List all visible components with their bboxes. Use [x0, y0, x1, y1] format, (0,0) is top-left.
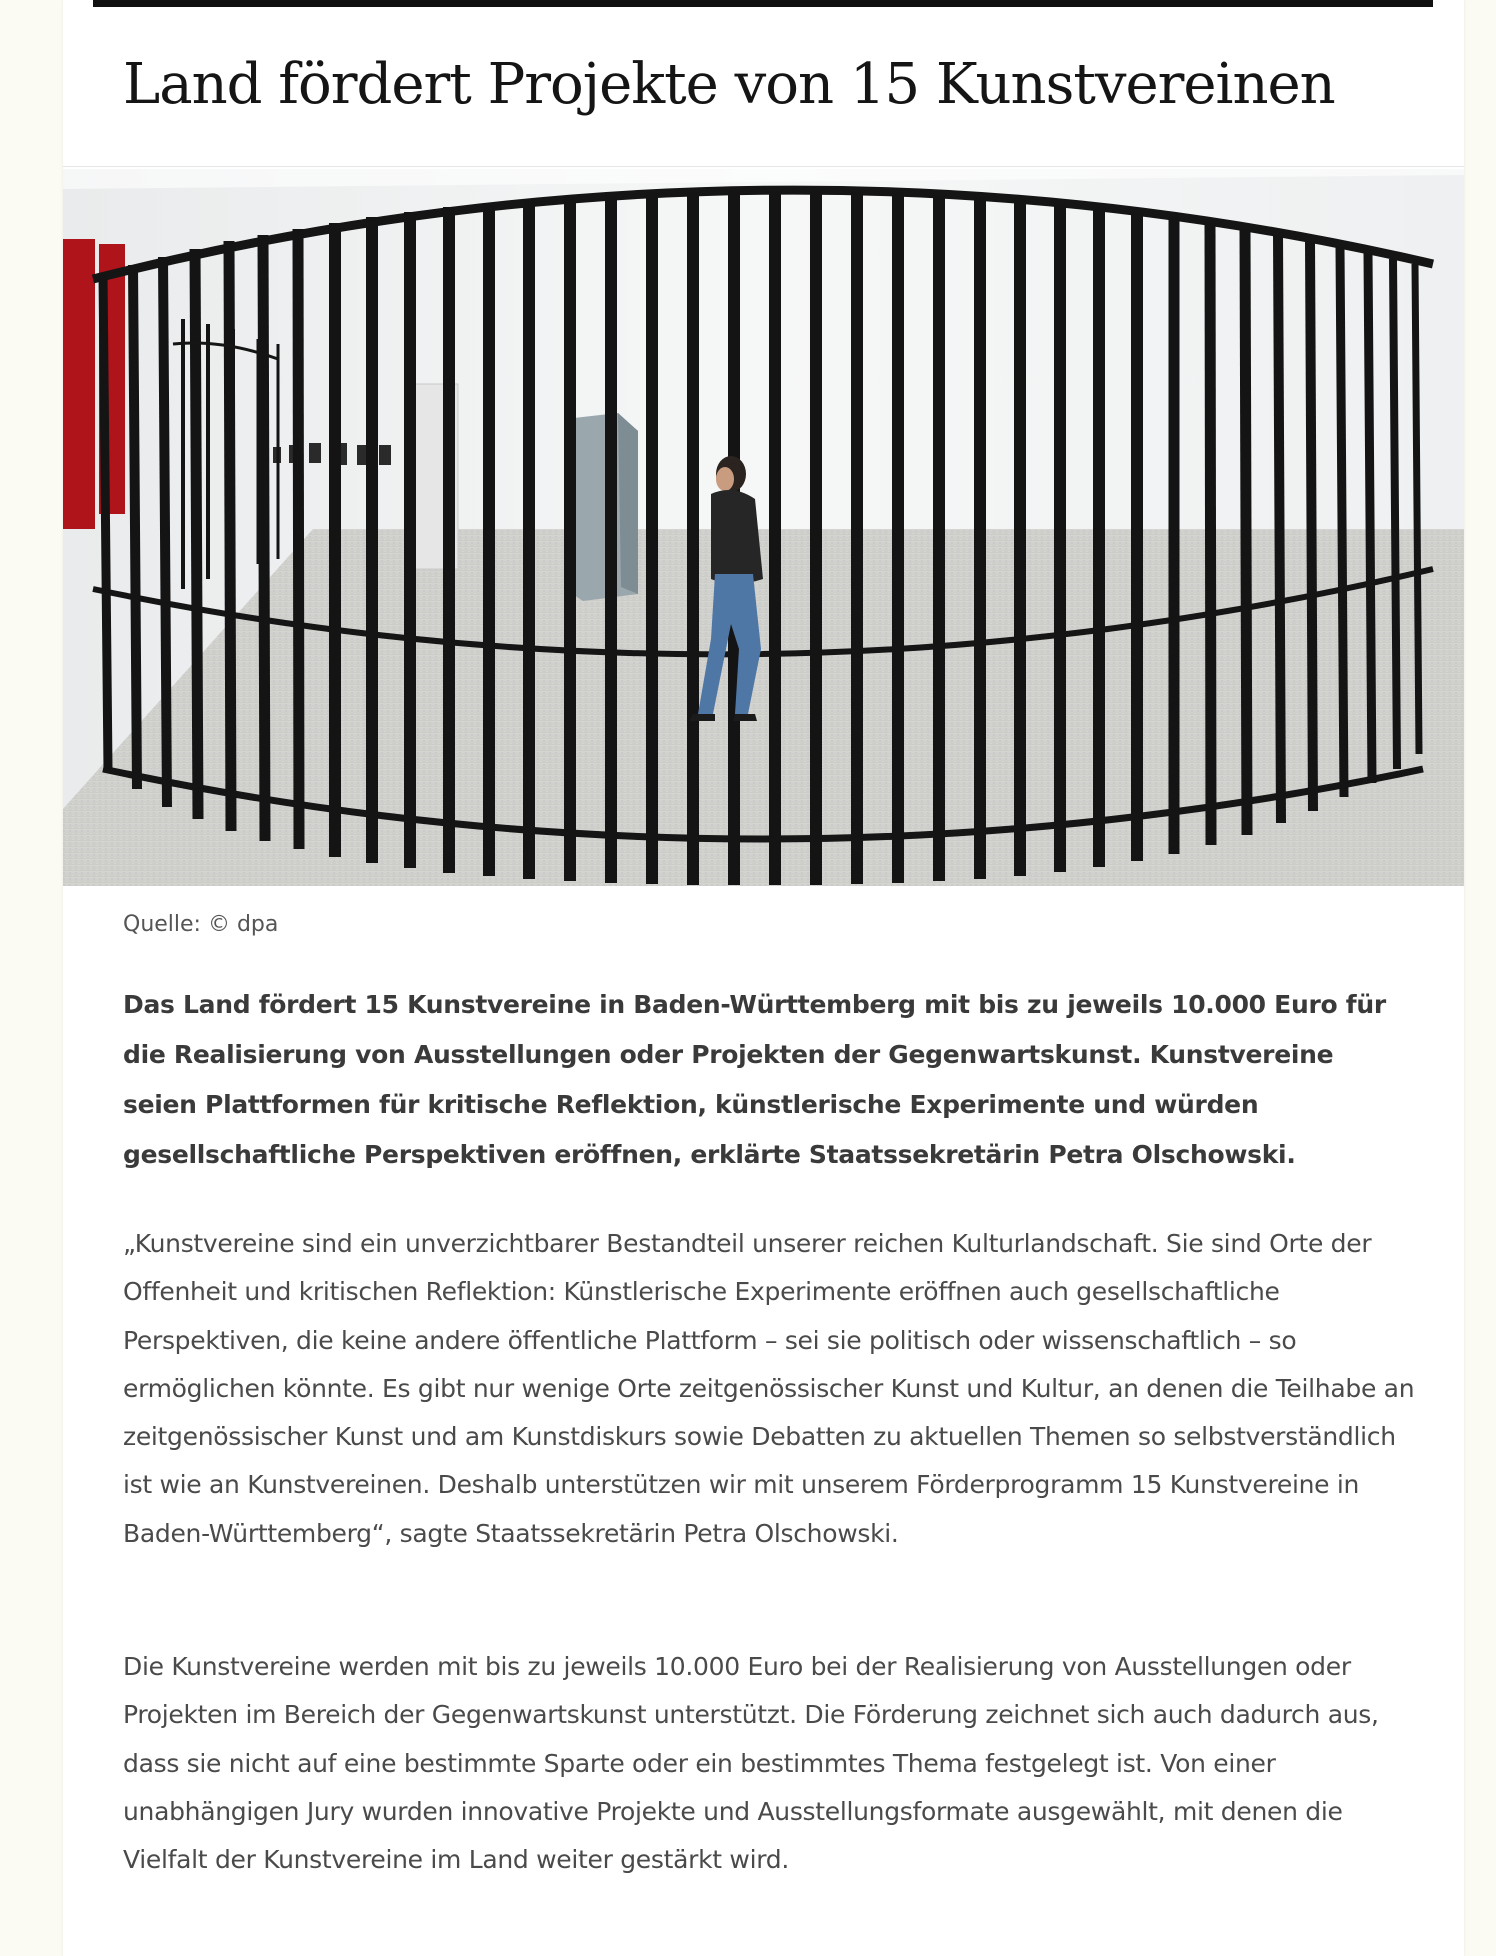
title-divider: [63, 166, 1464, 167]
article-paragraph: „Kunstvereine sind ein unverzichtbarer Bestandteil unserer reichen Kulturlandschaft. Sie sind Orte der Offenheit und kritischen Reflektion: Künstlerische Experimente eröffnen auch gesellschaftliche Perspektiven, die keine andere öffentliche Plattform – sei sie politisch oder wissenschaftlich – so ermöglichen könnte. Es gibt nur wenige Orte zeitgenössischer Kunst und Kultur, an denen die Teilhabe an zeitgenössischer Kunst und am Kunstdiskurs sowie Debatten zu aktuellen Themen so selbstverständlich ist wie an Kunstvereinen. Deshalb unterstützen wir mit unserem Förderprogramm 15 Kunstvereine in Baden-Württemberg“, sagte Staatssekretärin Petra Olschowski.: [123, 1229, 1415, 1548]
top-rule: [93, 0, 1433, 7]
article-photo: [63, 169, 1464, 886]
photo-caption: Quelle: © dpa: [123, 912, 279, 937]
article-card: [63, 0, 1464, 1956]
article-title: Land fördert Projekte von 15 Kunstvereinen: [123, 52, 1335, 117]
article-lead: Das Land fördert 15 Kunstvereine in Baden-Württemberg mit bis zu jeweils 10.000 Euro für die Realisierung von Ausstellungen oder Projekten der Gegenwartskunst. Kunstvereine seien Plattformen für kritische Reflektion, künstlerische Experimente und würden gesellschaftliche Perspektiven eröffnen, erklärte Staatssekretärin Petra Olschowski.: [123, 990, 1386, 1169]
article-paragraph: Die Kunstvereine werden mit bis zu jeweils 10.000 Euro bei der Realisierung von Ausstellungen oder Projekten im Bereich der Gegenwartskunst unterstützt. Die Förderung zeichnet sich auch dadurch aus, dass sie nicht auf eine bestimmte Sparte oder ein bestimmtes Thema festgelegt ist. Von einer unabhängigen Jury wurden innovative Projekte und Ausstellungsformate ausgewählt, mit denen die Vielfalt der Kunstvereine im Land weiter gestärkt wird.: [123, 1652, 1379, 1875]
